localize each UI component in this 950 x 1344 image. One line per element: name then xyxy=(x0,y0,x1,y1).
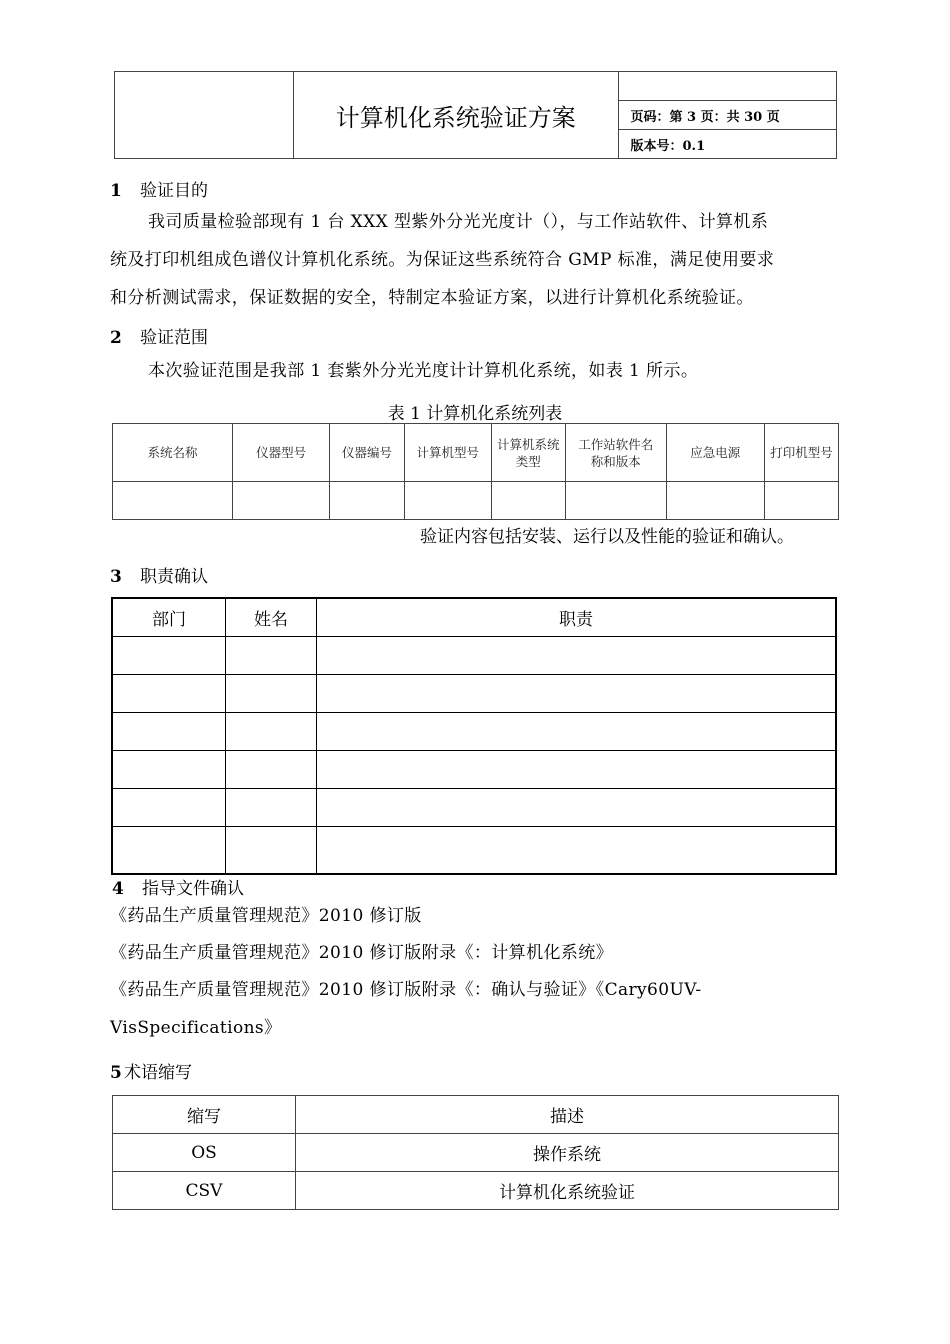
column-header: 计算机系统类型 xyxy=(491,424,565,482)
table-cell xyxy=(317,637,837,675)
column-header: 职责 xyxy=(317,598,837,637)
table-cell xyxy=(565,482,666,520)
column-header: 描述 xyxy=(296,1096,839,1134)
duties-table xyxy=(111,597,837,875)
purpose-line-3: 和分析测试需求，保证数据的安全，特制定本验证方案，以进行计算机化系统验证。 xyxy=(110,288,754,308)
table-cell xyxy=(226,637,317,675)
column-header: 工作站软件名称和版本 xyxy=(565,424,666,482)
table-cell xyxy=(317,675,837,713)
scope-text: 本次验证范围是我部 1 套紫外分光光度计计算机化系统，如表 1 所示。 xyxy=(148,361,699,381)
table-cell xyxy=(112,713,226,751)
table-row xyxy=(112,827,836,875)
purpose-line-2: 统及打印机组成色谱仪计算机化系统。为保证这些系统符合 GMP 标准，满足使用要求 xyxy=(110,250,775,270)
table-cell xyxy=(317,713,837,751)
column-header: 系统名称 xyxy=(113,424,233,482)
description-cell: 计算机化系统验证 xyxy=(296,1172,839,1210)
column-header: 姓名 xyxy=(226,598,317,637)
table-row xyxy=(112,713,836,751)
column-header: 计算机型号 xyxy=(404,424,491,482)
guidance-item: VisSpecifications》 xyxy=(110,1018,282,1038)
table-cell xyxy=(666,482,764,520)
document-title: 计算机化系统验证方案 xyxy=(294,72,619,159)
table-row xyxy=(113,482,839,520)
guidance-item: 《药品生产质量管理规范》2010 修订版附录《：确认与验证》《Cary60UV- xyxy=(110,980,702,1000)
abbreviation-cell: CSV xyxy=(113,1172,296,1210)
section-heading-scope: 2 验证范围 xyxy=(110,328,208,348)
logo-cell xyxy=(115,72,294,159)
table-row xyxy=(112,675,836,713)
column-header: 缩写 xyxy=(113,1096,296,1134)
table-cell xyxy=(491,482,565,520)
table-cell xyxy=(317,827,837,875)
header-empty-cell xyxy=(618,72,836,101)
table-cell xyxy=(226,675,317,713)
validation-content-note: 验证内容包括安装、运行以及性能的验证和确认。 xyxy=(420,527,794,547)
section-heading-abbreviations: 5 术语缩写 xyxy=(110,1063,192,1083)
table-cell xyxy=(233,482,330,520)
table-cell xyxy=(764,482,838,520)
table-cell xyxy=(404,482,491,520)
column-header: 应急电源 xyxy=(666,424,764,482)
table-cell xyxy=(112,751,226,789)
table-cell xyxy=(330,482,405,520)
table-row xyxy=(113,1172,839,1210)
system-list-table xyxy=(112,423,839,520)
version-number: 版本号：0.1 xyxy=(618,130,836,159)
page-info: 页码：第 3 页：共 30 页 xyxy=(618,101,836,130)
table-row xyxy=(112,637,836,675)
table-cell xyxy=(112,675,226,713)
table-cell xyxy=(226,713,317,751)
table-row xyxy=(113,1134,839,1172)
column-header: 打印机型号 xyxy=(764,424,838,482)
column-header: 仪器编号 xyxy=(330,424,405,482)
guidance-item: 《药品生产质量管理规范》2010 修订版 xyxy=(110,906,422,926)
table-cell xyxy=(226,751,317,789)
abbreviations-table xyxy=(112,1095,839,1210)
guidance-item: 《药品生产质量管理规范》2010 修订版附录《：计算机化系统》 xyxy=(110,943,614,963)
section-heading-purpose: 1 验证目的 xyxy=(110,181,208,201)
purpose-line-1: 我司质量检验部现有 1 台 XXX 型紫外分光光度计（），与工作站软件、计算机系 xyxy=(148,212,769,232)
table-cell xyxy=(113,482,233,520)
table-cell xyxy=(112,827,226,875)
table-cell xyxy=(317,751,837,789)
table-cell xyxy=(112,789,226,827)
section-heading-guidance: 4 指导文件确认 xyxy=(112,879,244,899)
table-cell xyxy=(317,789,837,827)
column-header: 仪器型号 xyxy=(233,424,330,482)
table-caption: 表 1 计算机化系统列表 xyxy=(387,404,563,424)
table-cell xyxy=(226,789,317,827)
table-cell xyxy=(226,827,317,875)
table-row xyxy=(112,789,836,827)
document-header xyxy=(114,71,837,159)
table-row xyxy=(112,751,836,789)
description-cell: 操作系统 xyxy=(296,1134,839,1172)
table-cell xyxy=(112,637,226,675)
section-heading-duties: 3 职责确认 xyxy=(110,567,208,587)
column-header: 部门 xyxy=(112,598,226,637)
abbreviation-cell: OS xyxy=(113,1134,296,1172)
